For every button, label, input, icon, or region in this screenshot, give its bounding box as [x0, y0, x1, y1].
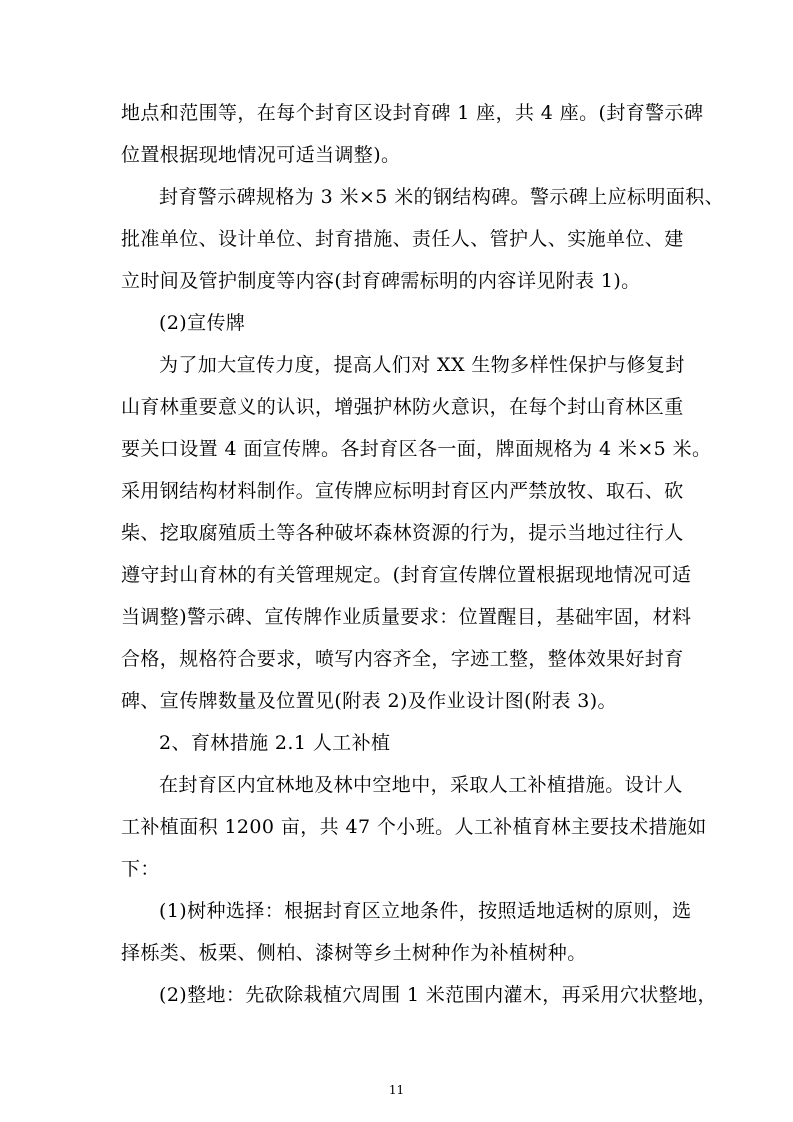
section-heading-afforestation: 2、育林措施 2.1 人工补植 — [159, 732, 391, 754]
text-line-19: 下： — [121, 858, 160, 880]
text-line-17: 在封育区内宜林地及林中空地中，采取人工补植措施。设计人 — [159, 774, 683, 796]
text-line-9: 要关口设置 4 面宣传牌。各封育区各一面，牌面规格为 4 米×5 米。 — [121, 438, 712, 460]
text-line-13: 当调整)警示碑、宣传牌作业质量要求：位置醒目，基础牢固，材料 — [121, 606, 692, 628]
text-line-12: 遵守封山育林的有关管理规定。(封育宣传牌位置根据现地情况可适 — [121, 564, 692, 586]
text-line-3: 封育警示碑规格为 3 米×5 米的钢结构碑。警示碑上应标明面积、 — [159, 186, 725, 208]
text-line-18: 工补植面积 1200 亩，共 47 个小班。人工补植育林主要技术措施如 — [121, 816, 707, 838]
text-line-4: 批准单位、设计单位、封育措施、责任人、管护人、实施单位、建 — [121, 228, 684, 250]
text-line-8: 山育林重要意义的认识，增强护林防火意识，在每个封山育林区重 — [121, 396, 684, 418]
text-line-11: 柴、挖取腐殖质土等各种破坏森林资源的行为，提示当地过往行人 — [121, 522, 684, 544]
text-line-14: 合格，规格符合要求，喷写内容齐全，字迹工整，整体效果好封育 — [121, 648, 684, 670]
section-heading-propaganda-sign: (2)宣传牌 — [159, 312, 246, 334]
text-line-1: 地点和范围等，在每个封育区设封育碑 1 座，共 4 座。(封育警示碑 — [121, 102, 704, 124]
text-line-22: (2)整地：先砍除栽植穴周围 1 米范围内灌木，再采用穴状整地， — [159, 984, 717, 1006]
text-line-21: 择栎类、板栗、侧柏、漆树等乡土树种作为补植树种。 — [121, 942, 587, 964]
text-line-5: 立时间及管护制度等内容(封育碑需标明的内容详见附表 1)。 — [121, 270, 641, 292]
text-line-20: (1)树种选择：根据封育区立地条件，按照适地适树的原则，选 — [159, 900, 692, 922]
page-number: 11 — [388, 1083, 405, 1097]
text-line-15: 碑、宣传牌数量及位置见(附表 2)及作业设计图(附表 3)。 — [121, 690, 617, 712]
text-line-2: 位置根据现地情况可适当调整)。 — [121, 144, 401, 166]
text-line-10: 采用钢结构材料制作。宣传牌应标明封育区内严禁放牧、取石、砍 — [121, 480, 684, 502]
text-line-7: 为了加大宣传力度，提高人们对 XX 生物多样性保护与修复封 — [159, 354, 685, 376]
